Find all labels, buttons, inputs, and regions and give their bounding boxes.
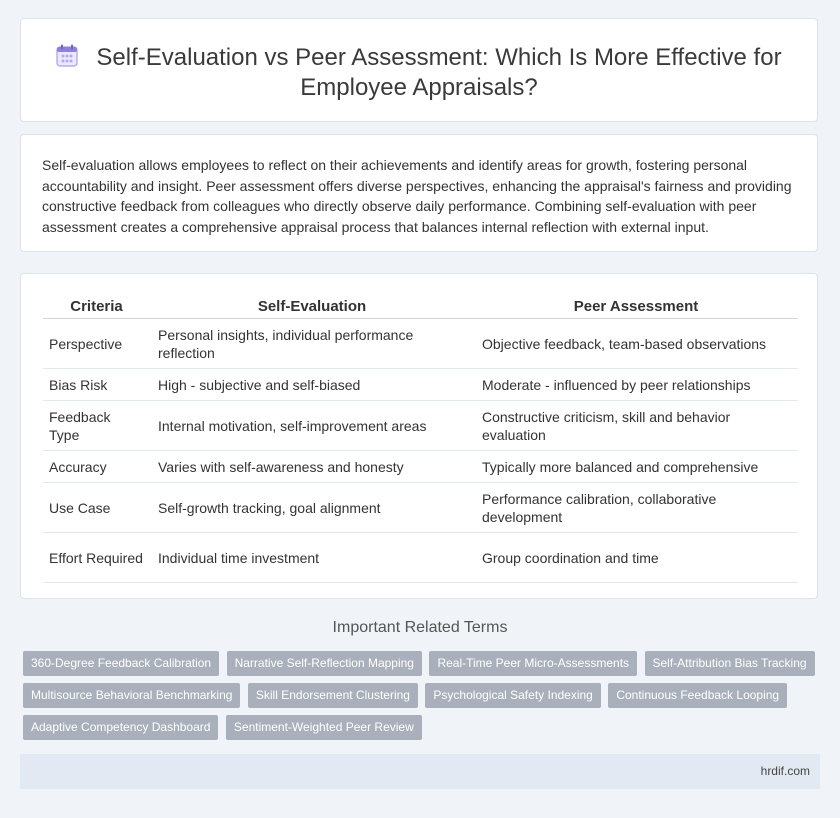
related-terms-title: Important Related Terms (332, 619, 508, 636)
row-peer-assessment: Typically more balanced and comprehensive (474, 451, 798, 483)
table-row (43, 369, 798, 401)
table-row (43, 451, 798, 483)
table-header-row (43, 294, 798, 319)
related-term-tag[interactable]: Continuous Feedback Looping (608, 683, 787, 708)
row-criteria: Accuracy (43, 451, 150, 483)
comparison-table (43, 294, 798, 583)
related-term-tag[interactable]: Narrative Self-Reflection Mapping (227, 651, 422, 676)
footer-site-link[interactable]: hrdif.com (760, 764, 810, 778)
header-peer-assessment: Peer Assessment (474, 294, 798, 319)
comparison-card (20, 273, 818, 599)
page-title-wrap (21, 43, 817, 103)
related-term-tag[interactable]: Adaptive Competency Dashboard (23, 715, 218, 740)
header-criteria: Criteria (43, 294, 150, 319)
row-peer-assessment: Group coordination and time (474, 533, 798, 583)
table-row (43, 483, 798, 533)
row-criteria: Effort Required (43, 533, 150, 583)
row-self-evaluation: Personal insights, individual performance reflection (150, 319, 474, 369)
row-criteria: Bias Risk (43, 369, 150, 401)
table-row (43, 319, 798, 369)
row-self-evaluation: Individual time investment (150, 533, 474, 583)
related-term-tag[interactable]: Multisource Behavioral Benchmarking (23, 683, 240, 708)
related-term-tag[interactable]: Skill Endorsement Clustering (248, 683, 418, 708)
related-term-tag[interactable]: 360-Degree Feedback Calibration (23, 651, 219, 676)
row-criteria: Use Case (43, 483, 150, 533)
row-self-evaluation: Internal motivation, self-improvement areas (150, 401, 474, 451)
footer (20, 754, 820, 789)
row-criteria: Perspective (43, 319, 150, 369)
header-self-evaluation: Self-Evaluation (150, 294, 474, 319)
row-criteria: Feedback Type (43, 401, 150, 451)
table-row (43, 401, 798, 451)
related-term-tag[interactable]: Sentiment-Weighted Peer Review (226, 715, 422, 740)
page-title: Self-Evaluation vs Peer Assessment: Which Is More Effective for Employee Appraisals? (96, 44, 782, 101)
calendar-icon (56, 44, 78, 68)
row-self-evaluation: Varies with self-awareness and honesty (150, 451, 474, 483)
related-term-tag[interactable]: Self-Attribution Bias Tracking (645, 651, 815, 676)
related-terms-tags (23, 651, 823, 747)
intro-card (20, 134, 818, 252)
related-term-tag[interactable]: Real-Time Peer Micro-Assessments (429, 651, 637, 676)
row-peer-assessment: Performance calibration, collaborative development (474, 483, 798, 533)
row-peer-assessment: Objective feedback, team-based observations (474, 319, 798, 369)
intro-paragraph: Self-evaluation allows employees to reflect on their achievements and identify areas for growth, fostering personal accountability and insight. Peer assessment offers diverse perspectives, enhancing the appraisal's fairness and providing constructive feedback from colleagues who directly observe daily performance. Combining self-evaluation with peer assessment creates a comprehensive appraisal process that balances internal reflection with external input. (42, 157, 792, 235)
table-row (43, 533, 798, 583)
row-self-evaluation: Self-growth tracking, goal alignment (150, 483, 474, 533)
row-peer-assessment: Constructive criticism, skill and behavior evaluation (474, 401, 798, 451)
title-card (20, 18, 818, 122)
row-self-evaluation: High - subjective and self-biased (150, 369, 474, 401)
row-peer-assessment: Moderate - influenced by peer relationships (474, 369, 798, 401)
related-term-tag[interactable]: Psychological Safety Indexing (425, 683, 600, 708)
